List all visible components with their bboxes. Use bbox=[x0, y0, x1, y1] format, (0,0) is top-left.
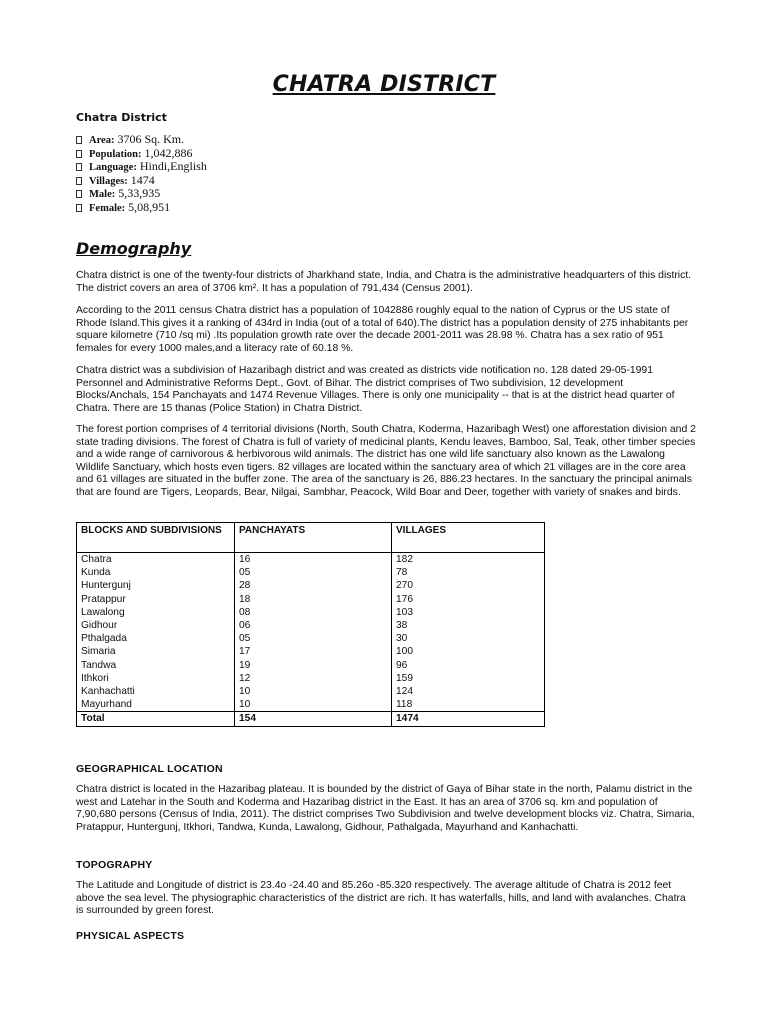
table-row bbox=[77, 685, 545, 698]
fact-value: Hindi,English bbox=[139, 159, 207, 174]
table-row bbox=[77, 566, 545, 579]
bullet-icon bbox=[76, 136, 82, 144]
table-cell: Gidhour bbox=[77, 619, 235, 632]
fact-label: Male: bbox=[89, 189, 116, 201]
table-cell: 28 bbox=[235, 579, 392, 592]
total-villages: 1474 bbox=[392, 712, 545, 726]
table-cell: 18 bbox=[235, 593, 392, 606]
bullet-icon bbox=[76, 177, 82, 185]
table-total-row bbox=[77, 712, 545, 726]
table-cell: Ithkori bbox=[77, 672, 235, 685]
fact-label: Population: bbox=[89, 148, 142, 160]
table-cell: Chatra bbox=[77, 553, 235, 567]
total-panchayats: 154 bbox=[235, 712, 392, 726]
fact-value: 1,042,886 bbox=[144, 145, 193, 160]
table-cell: 17 bbox=[235, 645, 392, 658]
column-header-blocks: BLOCKS AND SUBDIVISIONS bbox=[77, 523, 235, 553]
table-cell: 159 bbox=[392, 672, 545, 685]
demography-paragraph: Chatra district is one of the twenty-four districts of Jharkhand state, India, and Chatra is the administrative headquarters of this district. The district covers an area of 3706 km². It has a population of 791,434 (Census 2001). bbox=[76, 270, 692, 294]
bullet-icon bbox=[76, 204, 82, 212]
table-row bbox=[77, 659, 545, 672]
table-cell: Kunda bbox=[77, 566, 235, 579]
table-cell: 124 bbox=[392, 685, 545, 698]
page-title: CHATRA DISTRICT bbox=[272, 72, 496, 97]
total-label: Total bbox=[77, 712, 235, 726]
table-cell: 19 bbox=[235, 659, 392, 672]
table-cell: 38 bbox=[392, 619, 545, 632]
table-cell: Mayurhand bbox=[77, 698, 235, 712]
column-header-panchayats: PANCHAYATS bbox=[235, 523, 392, 553]
table-row bbox=[77, 672, 545, 685]
table-cell: 182 bbox=[392, 553, 545, 567]
table-cell: 176 bbox=[392, 593, 545, 606]
table-cell: Pthalgada bbox=[77, 632, 235, 645]
bullet-icon bbox=[76, 190, 82, 198]
fact-item bbox=[76, 147, 207, 161]
fact-value: 1474 bbox=[130, 172, 155, 187]
table-cell: 270 bbox=[392, 579, 545, 592]
table-cell: 05 bbox=[235, 566, 392, 579]
table-row bbox=[77, 619, 545, 632]
fact-item bbox=[76, 201, 207, 215]
table-cell: 16 bbox=[235, 553, 392, 567]
fact-value: 5,08,951 bbox=[128, 199, 171, 214]
bullet-icon bbox=[76, 150, 82, 158]
table-cell: Lawalong bbox=[77, 606, 235, 619]
table-row bbox=[77, 632, 545, 645]
fact-item bbox=[76, 160, 207, 174]
geographical-paragraph: Chatra district is located in the Hazaribag plateau. It is bounded by the district of Gaya of Bihar state in the north, Palamu district in the west and Latehar in the South and Koderma and Hazaribag district in the East. It has an area of 3706 sq. km and population of 7,90,680 persons (Census of India, 2011). The district comprises Two Subdivision and twelve development blocks viz. Chatra, Simaria, Pratappur, Huntergunj, Itkhori, Tandwa, Kunda, Lawalong, Gidhour, Pathalgada, Mayurhand and Kanhachatti. bbox=[76, 784, 695, 833]
topography-heading: TOPOGRAPHY bbox=[76, 859, 153, 871]
physical-aspects-heading: PHYSICAL ASPECTS bbox=[76, 930, 185, 942]
table-cell: 30 bbox=[392, 632, 545, 645]
table-cell: Simaria bbox=[77, 645, 235, 658]
table-row bbox=[77, 645, 545, 658]
table-cell: 06 bbox=[235, 619, 392, 632]
subtitle: Chatra District bbox=[76, 111, 167, 124]
table-cell: 118 bbox=[392, 698, 545, 712]
fact-item bbox=[76, 187, 207, 201]
table-cell: Huntergunj bbox=[77, 579, 235, 592]
table-cell: Tandwa bbox=[77, 659, 235, 672]
fact-label: Villages: bbox=[89, 175, 128, 187]
fact-label: Female: bbox=[89, 202, 126, 214]
table-cell: Pratappur bbox=[77, 593, 235, 606]
table-cell: 08 bbox=[235, 606, 392, 619]
table-row bbox=[77, 553, 545, 567]
table-cell: 100 bbox=[392, 645, 545, 658]
table-cell: 10 bbox=[235, 685, 392, 698]
topography-paragraph: The Latitude and Longitude of district is 23.4o -24.40 and 85.26o -85.320 respectively. The average altitude of Chatra is 2012 feet above the sea level. The physiographic characteristics of the district are rich. It has waterfalls, hills, and land with avalanches. Chatra is surrounded by green forest. bbox=[76, 880, 686, 917]
bullet-icon bbox=[76, 163, 82, 171]
table-row bbox=[77, 698, 545, 712]
table-cell: 10 bbox=[235, 698, 392, 712]
table-cell: 12 bbox=[235, 672, 392, 685]
table-header-row bbox=[77, 523, 545, 553]
demography-paragraph: According to the 2011 census Chatra district has a population of 1042886 roughly equal to the nation of Cyprus or the US state of Rhode Island.This gives it a ranking of 434rd in India (out of a total of 640).The district has a population density of 275 inhabitants per square kilometre (710 /sq mi) .Its population growth rate over the decade 2001-2011 was 28.98 %. Chatra has a sex ratio of 951 females for every 1000 males,and a literacy rate of 60.18 %. bbox=[76, 305, 689, 354]
blocks-table bbox=[76, 522, 545, 727]
table-cell: 103 bbox=[392, 606, 545, 619]
demography-paragraph: Chatra district was a subdivision of Hazaribagh district and was created as districts vide notification no. 128 dated 29-05-1991 Personnel and Administrative Reforms Dept., Govt. of Bihar. The district comprises of Two subdivision, 12 development Blocks/Anchals, 154 Panchayats and 1474 Revenue Villages. There is only one municipality -- that is at the district head quarter of Chatra. There are 15 thanas (Police Station) in Chatra District. bbox=[76, 365, 675, 414]
table-cell: 78 bbox=[392, 566, 545, 579]
geographical-heading: GEOGRAPHICAL LOCATION bbox=[76, 763, 223, 775]
column-header-villages: VILLAGES bbox=[392, 523, 545, 553]
fact-item bbox=[76, 133, 207, 147]
table-row bbox=[77, 579, 545, 592]
table-cell: 05 bbox=[235, 632, 392, 645]
demography-heading: Demography bbox=[76, 239, 192, 258]
fact-label: Area: bbox=[89, 135, 115, 146]
table-cell: Kanhachatti bbox=[77, 685, 235, 698]
table-row bbox=[77, 593, 545, 606]
fact-label: Language: bbox=[89, 162, 137, 174]
facts-list bbox=[76, 133, 207, 215]
fact-value: 3706 Sq. Km. bbox=[117, 132, 185, 146]
fact-item bbox=[76, 174, 207, 188]
fact-value: 5,33,935 bbox=[118, 186, 161, 201]
table-cell: 96 bbox=[392, 659, 545, 672]
table-row bbox=[77, 606, 545, 619]
demography-paragraph: The forest portion comprises of 4 territorial divisions (North, South Chatra, Koderma, Hazaribagh West) one afforestation division and 2 state trading divisions. The forest of Chatra is full of variety of medicinal plants, Kendu leaves, Bamboo, Sal, Teak, other timber species and a wide range of carnivorous & herbivorous wild animals. The district has one wild life sanctuary also known as the Lawalong Wildlife Sanctuary, which hosts even tigers. 82 villages are located within the sanctuary area of which 21 villages are in the core area and 61 villages are situated in the buffer zone. The area of the sanctuary is 26, 886.23 hectares. In the sanctuary the principal animals that are found are Tigers, Leopards, Bear, Nilgai, Sambhar, Peacock, Wild Boar and Deer, together with variety of snakes and birds. bbox=[76, 424, 696, 498]
